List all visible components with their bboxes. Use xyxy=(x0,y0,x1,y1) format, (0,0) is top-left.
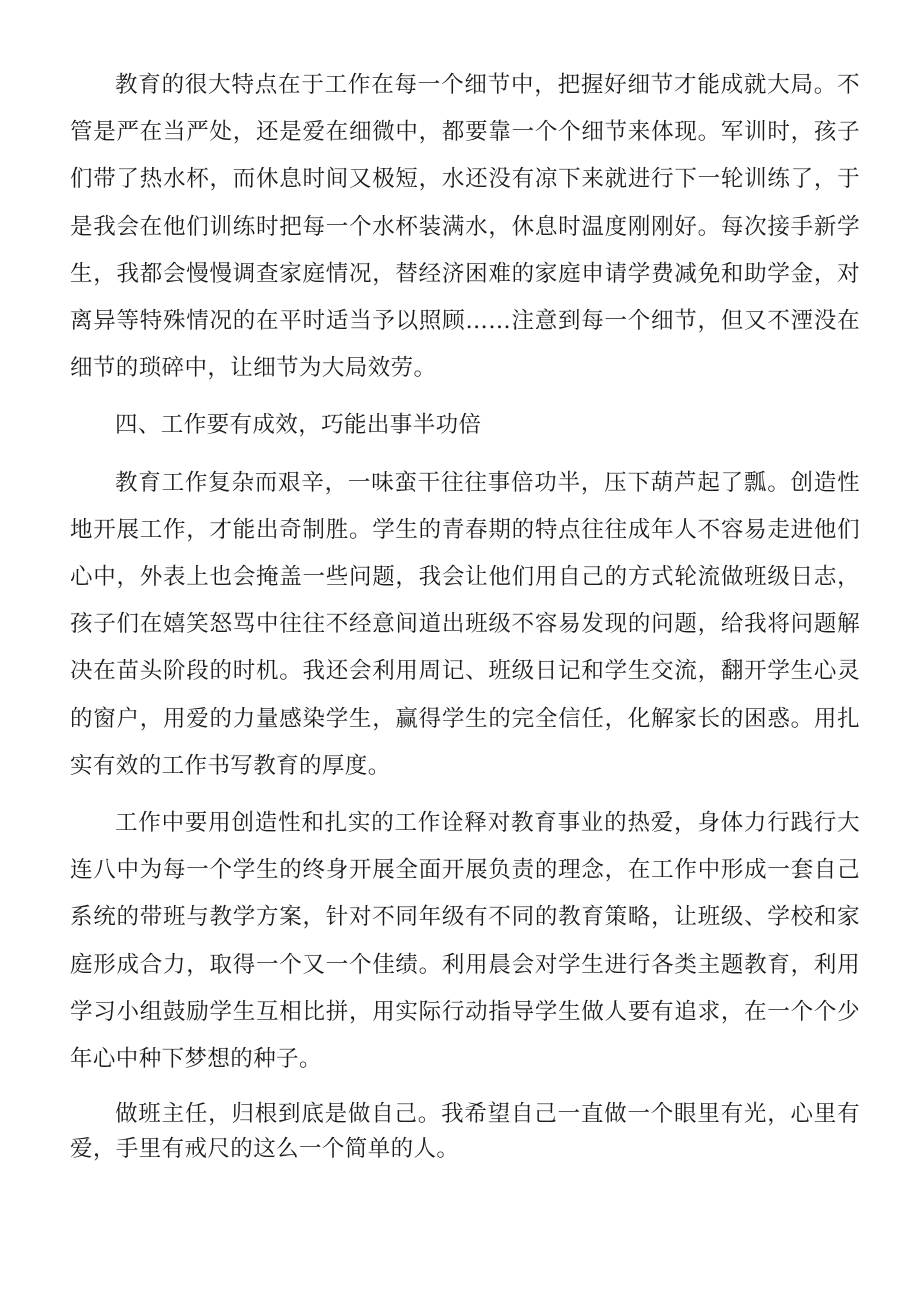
paragraph-work-philosophy: 工作中要用创造性和扎实的工作诠释对教育事业的热爱，身体力行践行大连八中为每一个学生的终身开展全面开展负责的理念，在工作中形成一套自己系统的带班与教学方案，针对不同年级有不同的教育策略，让班级、学校和家庭形成合力，取得一个又一个佳绩。利用晨会对学生进行各类主题教育，利用学习小组鼓励学生互相比拼，用实际行动指导学生做人要有追求，在一个个少年心中种下梦想的种子。 xyxy=(70,810,860,1073)
paragraph-conclusion: 做班主任，归根到底是做自己。我希望自己一直做一个眼里有光，心里有爱，手里有戒尺的这么一个简单的人。 xyxy=(70,1101,860,1163)
paragraph-creativity: 教育工作复杂而艰辛，一味蛮干往往事倍功半，压下葫芦起了瓢。创造性地开展工作，才能出奇制胜。学生的青春期的特点往往成年人不容易走进他们心中，外表上也会掩盖一些问题，我会让他们用自己的方式轮流做班级日志，孩子们在嬉笑怒骂中往往不经意间道出班级不容易发现的问题，给我将问题解决在苗头阶段的时机。我还会利用周记、班级日记和学生交流，翻开学生心灵的窗户，用爱的力量感染学生，赢得学生的完全信任，化解家长的困惑。用扎实有效的工作书写教育的厚度。 xyxy=(70,469,860,779)
paragraph-details: 教育的很大特点在于工作在每一个细节中，把握好细节才能成就大局。不管是严在当严处，还是爱在细微中，都要靠一个个细节来体现。军训时，孩子们带了热水杯，而休息时间又极短，水还没有凉下来就进行下一轮训练了，于是我会在他们训练时把每一个水杯装满水，休息时温度刚刚好。每次接手新学生，我都会慢慢调查家庭情况，替经济困难的家庭申请学费减免和助学金，对离异等特殊情况的在平时适当予以照顾……注意到每一个细节，但又不湮没在细节的琐碎中，让细节为大局效劳。 xyxy=(70,72,860,382)
document-body xyxy=(70,62,860,1167)
section-heading: 四、工作要有成效，巧能出事半功倍 xyxy=(115,412,482,439)
